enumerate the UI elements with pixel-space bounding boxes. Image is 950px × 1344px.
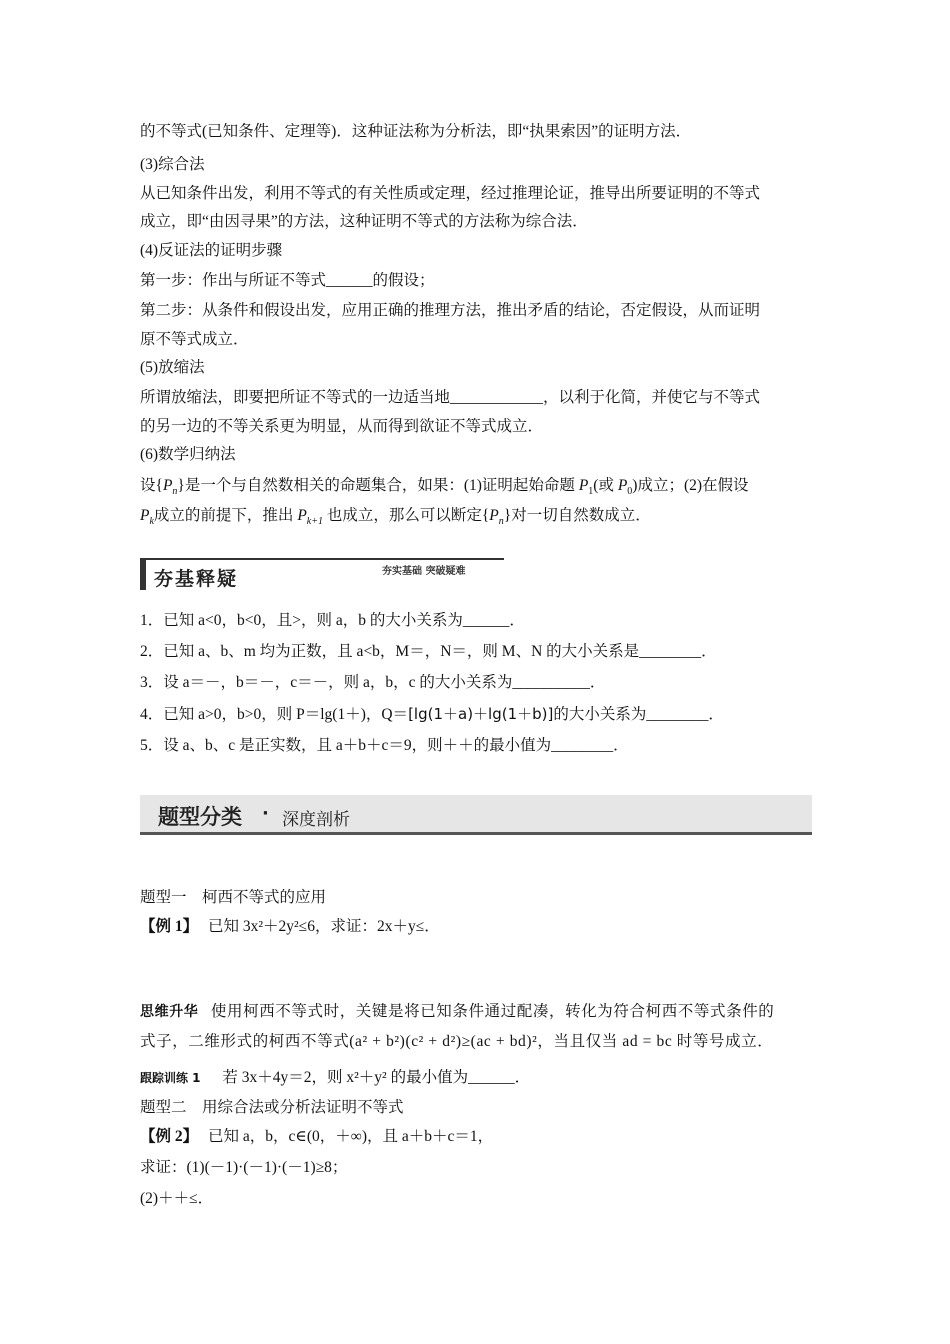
header-bar (140, 558, 146, 590)
header-underline (140, 832, 812, 835)
example-label: 【例 1】 (140, 918, 199, 935)
section-subtitle: 夯实基础 突破疑难 (382, 566, 466, 577)
follow-label: 跟踪训练 1 (140, 1071, 201, 1085)
step-two-cont: 原不等式成立． (140, 331, 249, 348)
scaling-line-1: 所谓放缩法，即要把所证不等式的一边适当地____________，以利于化简，并使它与不等式 (140, 389, 761, 406)
intro-line-4: 成立，即“由因寻果”的方法，这种证明不等式的方法称为综合法． (140, 213, 588, 230)
heading-scaling: (5)放缩法 (140, 359, 205, 376)
prove-part-2: (2)＋＋≤． (140, 1190, 214, 1207)
question-2: 2．已知 a、b、m 均为正数，且 a<b，M＝，N＝，则 M、N 的大小关系是________． (140, 643, 717, 660)
think-label: 思维升华 (140, 1004, 199, 1020)
section-title: 夯基释疑 (154, 568, 239, 590)
induction-line-1: 设$\{P_n\}$是一个与自然数相关的命题集合，如果：(1)证明起始命题 $P_1$(或 $P_0$)成立；(2)在假设 (140, 477, 749, 498)
example-1: 【例 1】 已知 3x²＋2y²≤6，求证：2x＋y≤． (140, 918, 440, 935)
heading-contradiction: (4)反证法的证明步骤 (140, 242, 283, 259)
step-one: 第一步：作出与所证不等式______的假设； (140, 272, 435, 289)
question-1: 1．已知 a<0，b<0，且>，则 a，b 的大小关系为______． (140, 612, 525, 629)
question-5: 5．设 a、b、c 是正实数，且 a＋b＋c＝9，则＋＋的最小值为________． (140, 737, 629, 754)
question-3: 3．设 a＝－，b＝－，c＝－，则 a，b，c 的大小关系为__________． (140, 674, 606, 691)
heading-synthesis: (3)综合法 (140, 156, 205, 173)
induction-line-2: $P_k$成立的前提下，推出 $P_{k+1}$ 也成立，那么可以断定$\{P_n\}$对一切自然数成立． (140, 507, 651, 528)
prove-part-1: 求证：(1)(－1)·(－1)·(－1)≥8； (140, 1159, 348, 1176)
section-title: 题型分类 (158, 805, 242, 829)
example-label: 【例 2】 (140, 1128, 199, 1145)
intro-line-3: 从已知条件出发，利用不等式的有关性质或定理，经过推理论证，推导出所要证明的不等式 (140, 185, 761, 202)
section-subtitle: 深度剖析 (282, 810, 350, 830)
step-two: 第二步：从条件和假设出发，应用正确的推理方法，推出矛盾的结论，否定假设，从而证明 (140, 302, 761, 319)
example-2: 【例 2】 已知 a，b，c∈(0，＋∞)，且 a＋b＋c＝1， (140, 1128, 494, 1145)
section-header-basics (140, 558, 504, 590)
question-4: 4．已知 a>0，b>0，则 P＝lg(1＋)，Q＝[lg(1＋a)＋lg(1＋b)]的大小关系为________． (140, 705, 724, 723)
separator-dot: · (262, 803, 269, 824)
scaling-line-2: 的另一边的不等关系更为明显，从而得到欲证不等式成立． (140, 418, 544, 435)
think-line-1: 思维升华 使用柯西不等式时，关键是将已知条件通过配凑，转化为符合柯西不等式条件的 (140, 1003, 775, 1020)
section-header-types (140, 795, 812, 837)
intro-line-1: 的不等式(已知条件、定理等)．这种证法称为分析法，即“执果索因”的证明方法． (140, 123, 692, 140)
think-line-2: 式子，二维形式的柯西不等式(a² + b²)(c² + d²)≥(ac + bd)²，当且仅当 ad = bc 时等号成立． (140, 1033, 774, 1050)
type-two-heading: 题型二 用综合法或分析法证明不等式 (140, 1099, 404, 1116)
header-rule (146, 558, 504, 560)
heading-induction: (6)数学归纳法 (140, 446, 236, 463)
follow-up-1: 跟踪训练 1 若 3x＋4y＝2，则 x²＋y² 的最小值为______． (140, 1069, 531, 1086)
type-one-heading: 题型一 柯西不等式的应用 (140, 889, 327, 906)
